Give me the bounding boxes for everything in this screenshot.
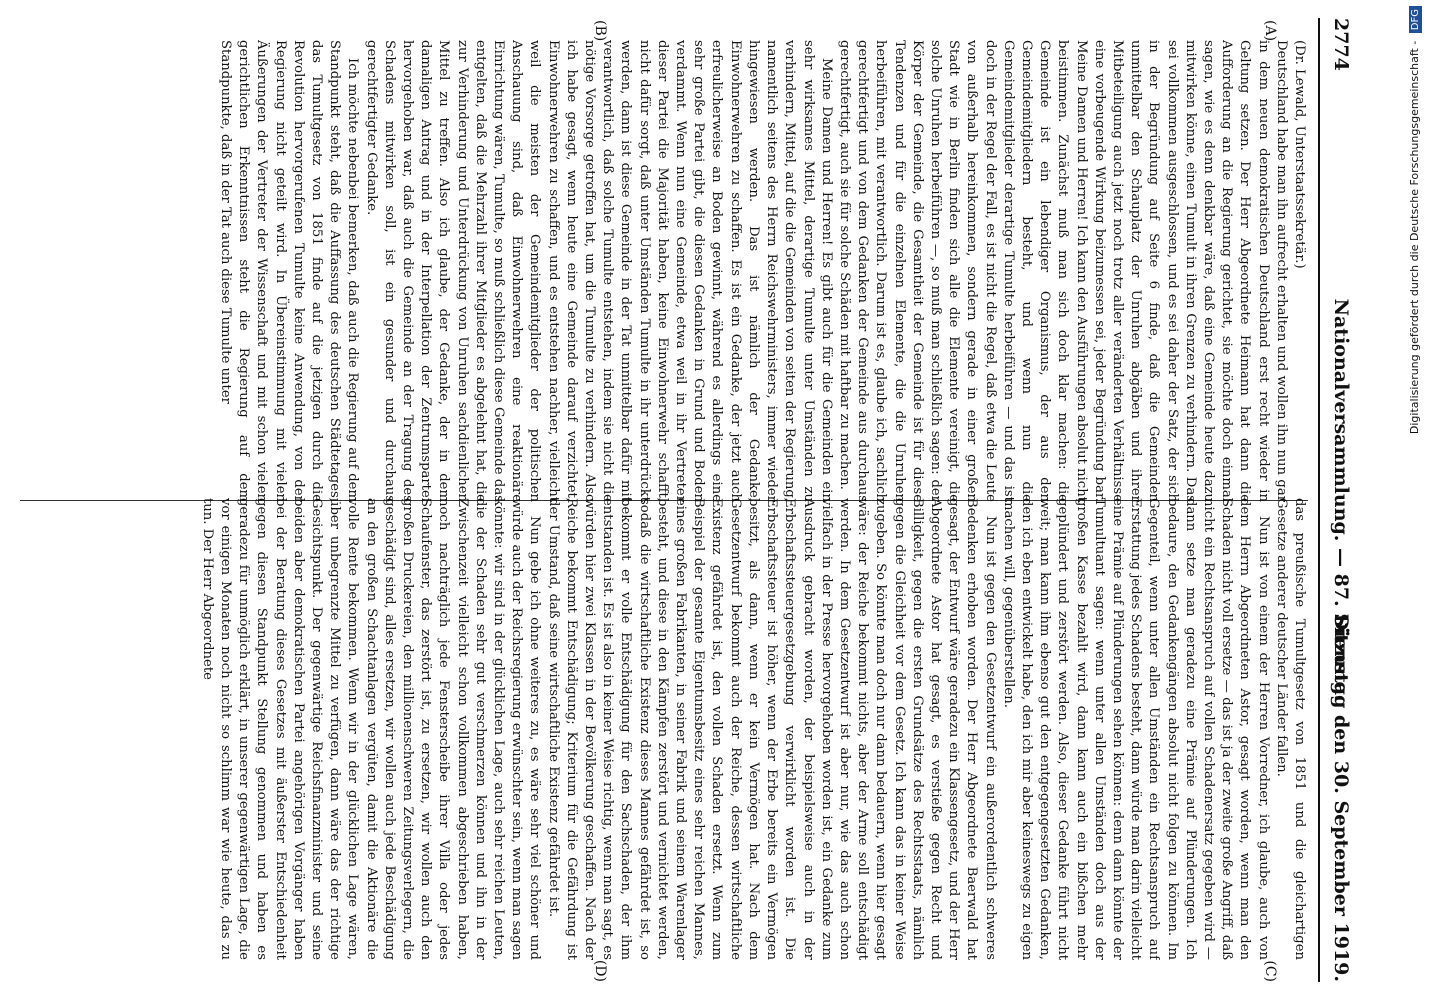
margin-marker-a: (A) xyxy=(1262,20,1278,42)
header-title: Nationalversammlung. — 87. Sitzung. xyxy=(1330,298,1352,702)
margin-marker-c: (C) xyxy=(1262,960,1278,982)
speaker-line: (Dr. Lewald, Unterstaatssekretär.) xyxy=(1292,40,1307,269)
page-body xyxy=(20,18,1308,982)
paragraph: Nun ist gegen den Gesetzentwurf ein außerordentlich schweres Bedenken erhoben worden. Der Herr Abgeordnete Baerwald hat gesagt, der Entwurf wäre geradezu ein Klassengesetz, und der Herr Abgeordnete Astor hat gesagt, es verstieße gegen Recht und Billigkeit, gegen die ersten Grundsätze des Rechtsstaats, nämlich gegen die Gleichheit vor dem Gesetz. Ich kann das in keiner Weise zugeben. So könnte man doch nur dann bedauern, wenn hier gesagt wäre: der Reiche bekommt nichts, aber der Arme soll entschädigt werden. In dem Gesetzentwurf ist aber nur, wie das auch schon vielfach in der Presse hervorgehoben worden ist, ein Gedanke zum Ausdruck gebracht worden, der beispielsweise auch in der Erbschaftssteuergesetzgebung verwirklicht worden ist. Die Erbschaftssteuer ist höher, wenn der Erbe bereits ein Vermögen besitzt, als dann, wenn er kein Vermögen hat. Nach dem Gesetzentwurf bekommt auch der Reiche, dessen wirtschaftliche Existenz gefährdet ist, den vollen Schaden ersetzt. Wenn zum Beispiel der gesamte Eigentumsbesitz eines sehr reichen Mannes, eines großen Fabrikanten, in seiner Fabrik und seinem Warenlager besteht, und diese in den Kämpfen zerstört und vernichtet werden, sodaß die wirtschaftliche Existenz dieses Mannes gefährdet ist, so bekommt er volle Entschädigung für den Sachschaden, der ihm entstanden ist. Es ist also in keiner Weise richtig, wenn man sagt, es würden hier zwei Klassen in der Bevölkerung geschaffen. Nach der Reiche bekommt Entschädigung; Kriterium für die Gefährdung ist der Umstand, daß seine wirtschaftliche Existenz gefährdet ist. xyxy=(545,498,998,960)
dfg-logo: DFG xyxy=(1409,6,1422,33)
paragraph: das preußische Tumultgesetz von 1851 und die gleichartigen Gesetze anderer deutscher Länder fallen. xyxy=(1273,498,1307,960)
right-column xyxy=(20,498,1308,960)
paragraph: Meine Damen und Herren! Es gibt auch für die Gemeinden ein sehr wirksames Mittel, derartige Tumulte unter Umständen zu verhindern, Mittel, auf die die Gemeinden von seiten der Regierung, namentlich seitens des Herrn Reichswehrministers, immer wieder hingewiesen werden. Das ist nämlich der Gedanke, Einwohnerwehren zu schaffen. Es ist ein Gedanke, der jetzt auch erfreulicherweise an Boden gewinnt, während es allerdings eine sehr große Partei gibt, die diesen Gedanken in Grund und Boden verdammt. Wenn nun eine Gemeinde, etwa weil in ihr Vertreter dieser Partei die Majorität haben, keine Einwohnerwehr schafft, nicht dafür sorgt, daß unter Umständen Tumulte in ihr unterdrückt werden, dann ist diese Gemeinde in der Tat unmittelbar dafür mit verantwortlich, daß solche Tumulte entstehen, indem sie nicht die nötige Vorsorge getroffen hat, um die Tumulte zu verhindern. Also ich habe gesagt, wenn heute eine Gemeinde darauf verzichtet, Einwohnerwehren zu schaffen, und es entstehen nachher, vielleicht weil die meisten der Gemeindemitglieder der politischen Anschauung sind, daß Einwohnerwehren eine reaktionäre Einrichtung wären, Tumulte, so muß schließlich diese Gemeinde das entgelten, daß die Mehrzahl ihrer Mitglieder es abgelehnt hat, die zur Verhinderung und Unterdrückung von Unruhen sachdienlichen Mittel zu treffen. Also ich glaube, der Gedanke, der in dem damaligen Antrag und in der Interpellation der Zentrumspartei hervorgehoben war, daß auch die Gemeinde an der Tragung des Schadens mitwirken soll, ist ein gesunder und durchaus gerechtfertigter Gedanke. xyxy=(363,40,834,502)
paragraph: Ich möchte nebenbei bemerken, daß auch die Regierung auf dem Standpunkt steht, daß die Auffassung des deutschen Städtetages, das Tumultgesetz von 1851 finde auf die jetzigen durch die Revolution hervorgerufenen Tumulte keine Anwendung, von der Regierung nicht geteilt wird. In Übereinstimmung mit vielen Äußerungen der Vertreter der Wissenschaft und mit schon vielen gerichtlichen Erkenntnissen steht die Regierung auf dem Standpunkte, daß in der Tat auch diese Tumulte unter xyxy=(218,40,361,502)
page-header xyxy=(1318,18,1360,982)
header-date: Dienstag den 30. September 1919. xyxy=(1330,613,1352,982)
page-number: 2774 xyxy=(1330,18,1352,71)
paragraph: Nun gebe ich ohne weiteres zu, es wäre sehr viel schöner und würde auch der Reichsregierung erwünschter sein, wenn man sagen könnte: wir sind in der glücklichen Lage, auch sehr reichen Leuten, die der Schaden sehr gut verschmerzen können und ihn in der Zwischenzeit vielleicht schon vollkommen abgeschrieben haben, noch nachträglich jede Fensterscheibe ihrer Villa oder jedes Schaufenster, das zerstört ist, zu ersetzen, wir wollen auch den großen Druckereien, den millionenschweren Zeitungsverlegern, die geschädigt sind, alles ersetzen, wir wollen auch jede Beschädigung an den großen Schachtanlagen vergüten, damit die Aktionäre die volle Rente bekommen. Wenn wir in der glücklichen Lage wären, über unbegrenzte Mittel zu verfügen, dann wäre das der richtige Gesichtspunkt. Der gegenwärtige Reichsfinanzminister und seine beiden aber demokratischen Partei angehörigen Vorgänger haben bei der Beratung dieses Gesetzes mit äußerster Entschiedenheit gegen diesen Standpunkt Stellung genommen und haben es geradezu für unmöglich erklärt, in unserer gegenwärtigen Lage, die vor einigen Monaten noch nicht so schlimm war wie heute, das zu tun. Der Herr Abgeordnete xyxy=(199,498,543,960)
dfg-credit-text: Digitalisierung gefördert durch die Deutsche Forschungsgemeinschaft - xyxy=(1408,40,1421,435)
margin-marker-d: (D) xyxy=(592,959,608,982)
margin-marker-b: (B) xyxy=(592,20,608,42)
dfg-credit xyxy=(1400,6,1430,996)
left-column xyxy=(20,40,1308,502)
paragraph: Nun ist von einem der Herren Vorredner, ich glaube, auch von dem Herrn Abgeordneten Astor, gesagt worden, wenn man den Schaden nicht voll ersetze — das ist ja der zweite große Angriff, daß nicht ein Rechtsanspruch auf vollen Schadenersatz gegeben wird — dann setze man geradezu eine Prämie auf Plünderungen. Ich bedaure, den Gedankengängen absolut nicht folgen zu können. Im Gegenteil, wenn unter allen Umständen ein Rechtsanspruch auf Erstattung jedes Schadens besteht, dann würde man darin vielleicht eine Prämie auf Plünderungen sehen können: denn dann könnte der Tumultuant sagen: wenn unter allen Umständen doch aus der großen Kasse bezahlt wird, dann kann auch ein bißchen mehr geplündert und zerstört werden. Also, dieser Gedanke führt nicht weit; man kann ihm ebenso gut den entgegengesetzten Gedanken, den ich eben entwickelt habe, den ich mir aber keineswegs zu eigen machen will, gegenüberstellen. xyxy=(1000,498,1271,960)
paragraph: Deutschland habe man ihn aufrecht erhalten und wollen ihn nun gar in dem neuen demokratischen Deutschland erst recht wieder in Geltung setzen. Der Herr Abgeordnete Heimann hat dann die Aufforderung an die Regierung gerichtet, sie möchte doch einmal sagen, wie es denn denkbar wäre, daß eine Gemeinde heute dazu mitwirken könne, einen Tumult in ihren Grenzen zu verhindern. Das sei vollkommen ausgeschlossen, und es sei daher der Satz, der sich in der Begründung auf Seite 6 finde, daß die Gemeinden unmittelbar den Schauplatz der Unruhen abgäben und ihrer Mitbeteiligung auch jetzt noch trotz aller veränderten Verhältnisse eine vorbeugende Wirkung beizumessen sei, jeder Begründung bar. Meine Damen und Herren! Ich kann den Ausführungen absolut nicht beistimmen. Zunächst muß man sich doch klar machen: die Gemeinde ist ein lebendiger Organismus, der aus den Gemeindemitgliedern besteht, und wenn nun die Gemeindemitglieder derartige Tumulte herbeiführen — und das ist doch in der Regel der Fall, es ist nicht die Regel, daß etwa die Leute von außerhalb hereinkommen, sondern gerade in einer großen Stadt wie in Berlin finden sich alle die Elemente vereinigt, die solche Unruhen herbeiführen —, so muß man schließlich sagen: der Körper der Gemeinde, die Gesamtheit der Gemeinde ist für diese Tendenzen und für die einzelnen Elemente, die die Unruhen herbeiführen, mit verantwortlich. Darum ist es, glaube ich, sachlich gerechtfertigt und von dem Gedanken der Gemeinde aus durchaus gerechtfertigt, auch sie für solche Schäden mit haftbar zu machen. xyxy=(836,40,1289,502)
